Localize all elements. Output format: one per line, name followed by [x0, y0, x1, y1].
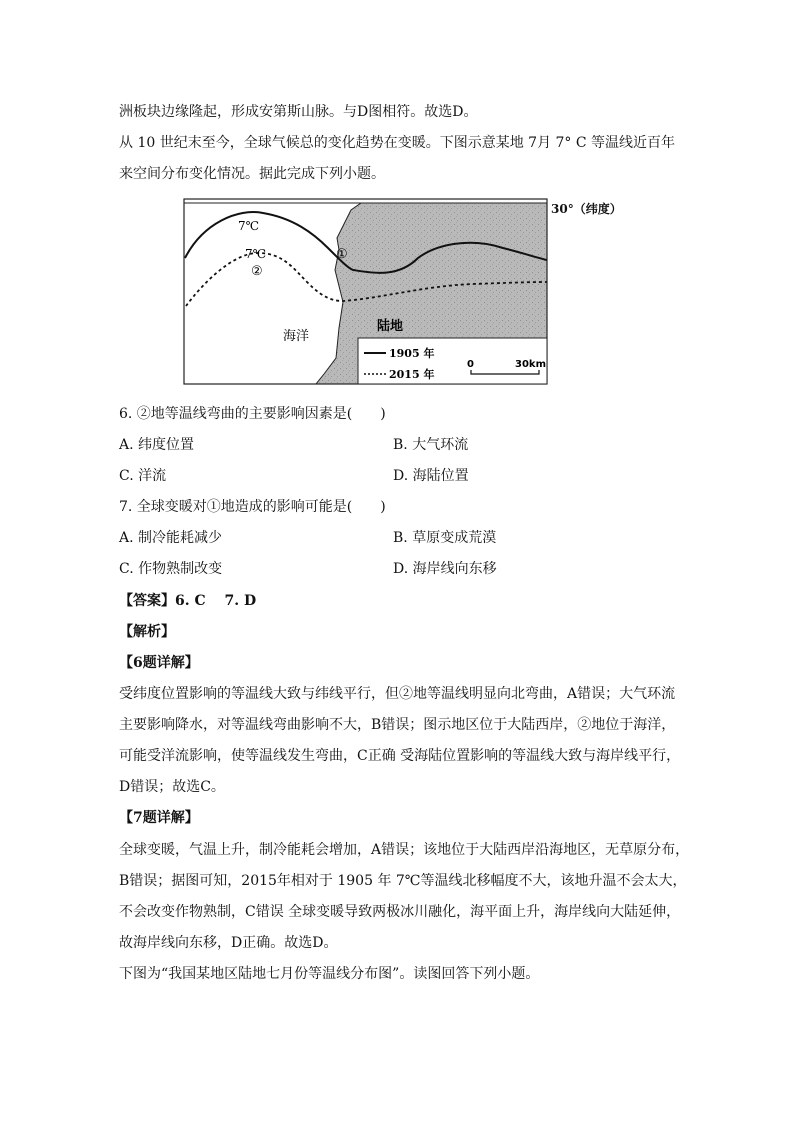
detail6-text: 受纬度位置影响的等温线大致与纬线平行，但②地等温线明显向北弯曲，A错误；大气环流: [119, 686, 676, 702]
marker-2: ②: [251, 264, 263, 279]
detail6-heading: 【6题详解】: [119, 655, 199, 671]
q6-stem: 6. ②地等温线弯曲的主要影响因素是( ): [119, 406, 386, 422]
detail6-text: 可能受洋流影响，使等温线发生弯曲，C正确 受海陆位置影响的等温线大致与海岸线平行，: [119, 748, 681, 764]
analysis-heading: 【解析】: [119, 624, 175, 640]
next-question-intro: 下图为“我国某地区陆地七月份等温线分布图”。读图回答下列小题。: [119, 966, 540, 982]
q7-option-a[interactable]: A. 制冷能耗减少: [119, 530, 223, 546]
text-line: 来空间分布变化情况。据此完成下列小题。: [119, 166, 385, 182]
legend-2015-label: 2015 年: [389, 368, 435, 381]
isotherm-map: [183, 198, 623, 388]
q7-option-b[interactable]: B. 草原变成荒漠: [393, 530, 497, 546]
detail7-text: B错误；据图可知，2015年相对于 1905 年 7℃等温线北移幅度不大，该地升温不会太大，: [119, 873, 687, 889]
q6-option-a[interactable]: A. 纬度位置: [119, 437, 195, 453]
iso-label-2015: 7℃: [245, 247, 267, 261]
answer-line: 【答案】6. C 7. D: [119, 593, 257, 609]
detail6-text: D错误；故选C。: [119, 779, 225, 795]
iso-label-1905: 7℃: [238, 219, 260, 233]
latitude-label: 30°（纬度）: [551, 202, 622, 216]
q7-option-c[interactable]: C. 作物熟制改变: [119, 561, 223, 577]
detail7-text: 故海岸线向东移，D正确。故选D。: [119, 935, 338, 951]
land-label: 陆地: [377, 319, 404, 334]
q6-option-c[interactable]: C. 洋流: [119, 468, 167, 484]
q7-stem: 7. 全球变暖对①地造成的影响可能是( ): [119, 499, 386, 515]
ocean-label: 海洋: [283, 329, 310, 344]
q6-option-b[interactable]: B. 大气环流: [393, 437, 469, 453]
q6-option-d[interactable]: D. 海陆位置: [393, 468, 469, 484]
text-line: 从 10 世纪末至今，全球气候总的变化趋势在变暖。下图示意某地 7月 7° C 等温线近百年: [119, 135, 676, 151]
text-line: 洲板块边缘隆起，形成安第斯山脉。与D图相符。故选D。: [119, 104, 478, 120]
detail7-heading: 【7题详解】: [119, 810, 199, 826]
detail7-text: 不会改变作物熟制，C错误 全球变暖导致两极冰川融化，海平面上升，海岸线向大陆延伸，: [119, 904, 681, 920]
marker-1: ①: [336, 247, 348, 262]
q7-option-d[interactable]: D. 海岸线向东移: [393, 561, 497, 577]
detail6-text: 主要影响降水，对等温线弯曲影响不大，B错误；图示地区位于大陆西岸，②地位于海洋，: [119, 717, 676, 733]
scale-zero: 0: [467, 359, 474, 370]
legend-1905-label: 1905 年: [389, 347, 435, 360]
scale-distance: 30km: [515, 359, 546, 370]
detail7-text: 全球变暖，气温上升，制冷能耗会增加，A错误；该地位于大陆西岸沿海地区，无草原分布，: [119, 842, 690, 858]
